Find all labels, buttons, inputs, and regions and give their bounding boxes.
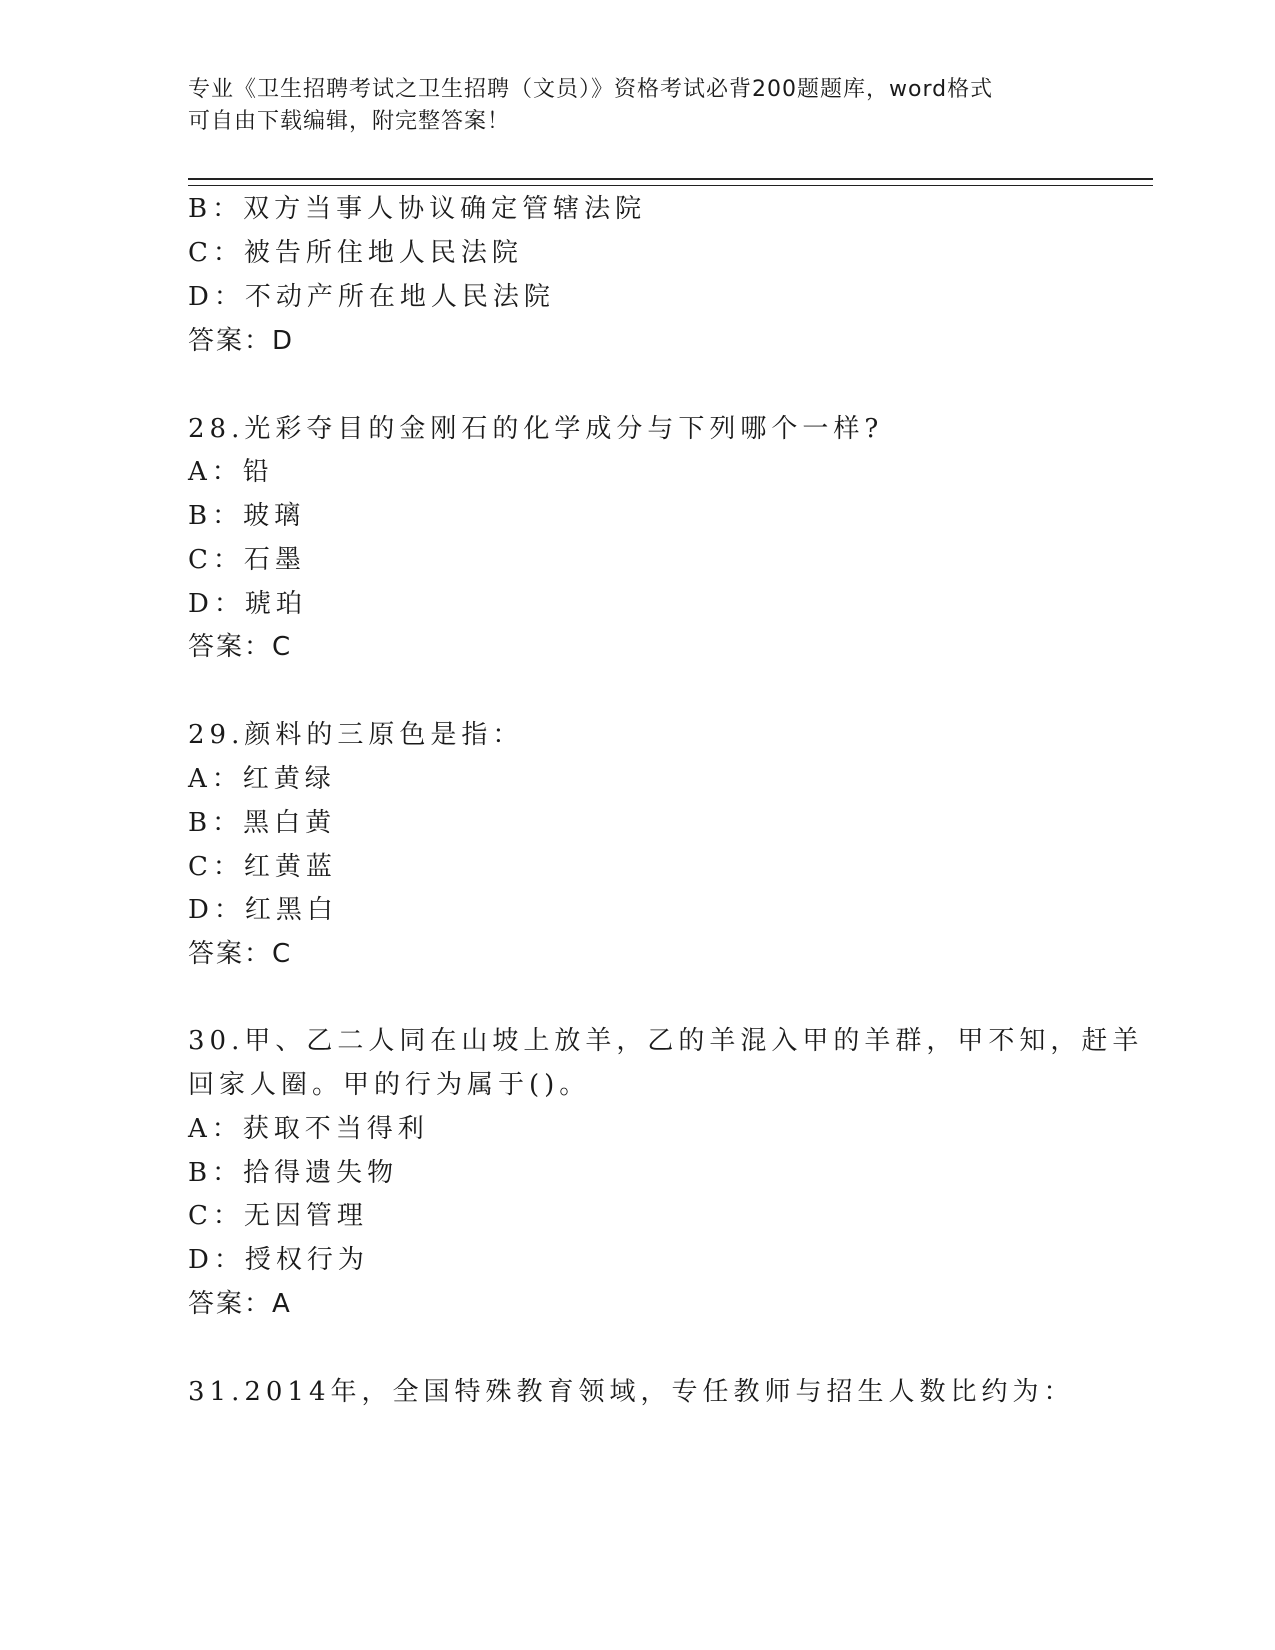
q30-answer: 答案：A <box>188 1289 292 1319</box>
q29-option-d: D：红黑白 <box>188 895 338 925</box>
header-line-2: 可自由下载编辑，附完整答案！ <box>188 109 511 134</box>
header-divider <box>188 178 1153 186</box>
q29-option-c: C：红黄蓝 <box>188 852 337 882</box>
q27-option-b: B：双方当事人协议确定管辖法院 <box>188 194 647 224</box>
q27-option-d: D：不动产所在地人民法院 <box>188 282 555 312</box>
q30-option-c: C：无因管理 <box>188 1201 368 1231</box>
q30-option-d: D：授权行为 <box>188 1245 369 1275</box>
q28-option-a: A：铅 <box>188 457 274 487</box>
q30-question-line-2: 回家人圈。甲的行为属于()。 <box>188 1070 591 1100</box>
q28-option-d: D：琥珀 <box>188 589 307 619</box>
document-header <box>188 74 1068 138</box>
q30-question-line-1: 30.甲、乙二人同在山坡上放羊，乙的羊混入甲的羊群，甲不知，赶羊 <box>188 1026 1144 1056</box>
q28-option-b: B：玻璃 <box>188 501 306 531</box>
q29-question: 29.颜料的三原色是指： <box>188 720 524 750</box>
q30-option-b: B：拾得遗失物 <box>188 1158 399 1188</box>
header-line-1: 专业《卫生招聘考试之卫生招聘（文员）》资格考试必背200题题库，word格式 <box>188 77 994 102</box>
q31-question: 31.2014年，全国特殊教育领域，专任教师与招生人数比约为： <box>188 1377 1075 1407</box>
q30-option-a: A：获取不当得利 <box>188 1114 429 1144</box>
q28-answer: 答案：C <box>188 632 293 662</box>
q29-option-a: A：红黄绿 <box>188 764 336 794</box>
q27-answer: 答案：D <box>188 326 295 356</box>
q27-option-c: C：被告所住地人民法院 <box>188 238 523 268</box>
q28-option-c: C：石墨 <box>188 545 306 575</box>
q29-answer: 答案：C <box>188 939 293 969</box>
q28-question: 28.光彩夺目的金刚石的化学成分与下列哪个一样? <box>188 414 884 444</box>
q29-option-b: B：黑白黄 <box>188 808 337 838</box>
